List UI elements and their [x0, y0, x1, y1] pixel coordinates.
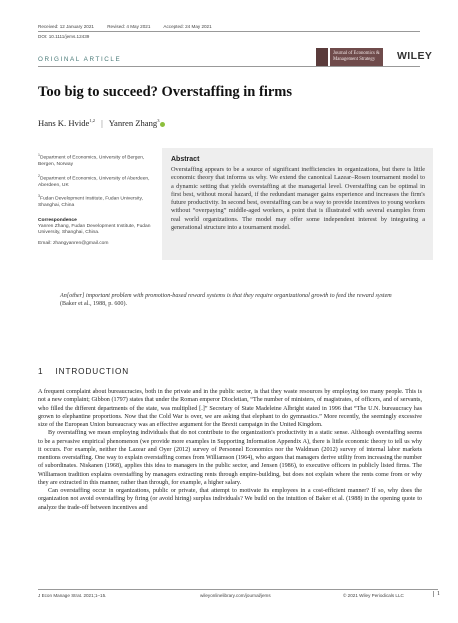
received-date: Received: 12 January 2021 [38, 24, 94, 29]
author-1[interactable]: Hans K. Hvide [38, 118, 90, 128]
section-label: ORIGINAL ARTICLE [38, 56, 122, 63]
paragraph: A frequent complaint about bureaucracies, both in the private and in the public sector, is that they waste resources by employing too many people. This is not a new complaint; Gibbon (1797) states that under the Roman emperor Diocletian, “The number of ministers, of magistrates, of officers, and of servants, who filled the different departments of the state, was multiplied [.]” Secretary of State Madeleine Albright stated in 1996 that “The U.N. bureaucracy has grown to elephantine proportions. Now that the Cold War is over, we are asking that elephant to do gymnastics.” More recently, the seemingly excessive size of the European Union bureaucracy was an effective argument for the Brexit campaign in the United Kingdom. [38, 389, 422, 428]
journal-logo-line1: Journal of Economics & [333, 51, 380, 57]
affiliation-item [38, 152, 160, 168]
epigraph [60, 292, 400, 308]
affiliation-item [38, 193, 160, 209]
journal-logo-mark [316, 48, 328, 66]
publisher-logo[interactable]: WILEY [397, 50, 433, 62]
paragraph: By overstaffing we mean employing individuals that do not contribute to the organization's productivity in a static sense. Although overstaffing seems to be a pervasive empirical phenomenon (we provide more examples in Supporting Information Appendix A), there is little economic theory to tell us why it occurs. For example, neither the Lazear and Oyer (2012) survey of Personnel Economics nor the Waldman (2012) survey of internal labor markets mentions overstaffing. One way to explain overstaffing comes from Williamson (1964), who argues that managers derive utility from increasing the number of subordinates. Niskanen (1968), applies this idea to managers in the public sector, and Jensen (1986), to executive officers in publicly listed firms. The Williamson tradition explains overstaffing by managers extracting rents through empire-building, but does not explain where the rents come from or why they are extracted in this manner, rather than through, for example, a higher salary. [38, 430, 422, 486]
epigraph-citation[interactable]: (Baker et al., 1988, p. 600). [60, 301, 128, 308]
journal-logo-line2: Management Strategy [333, 57, 376, 62]
revised-date: Revised: 4 May 2021 [107, 24, 151, 29]
footer-url[interactable]: wileyonlinelibrary.com/journal/jems [200, 593, 271, 598]
affiliation-item [38, 173, 160, 189]
footer-copyright: © 2021 Wiley Periodicals LLC [343, 593, 404, 598]
author-line [38, 118, 165, 128]
body-text [38, 388, 422, 512]
footer-rule [38, 589, 438, 590]
footer-journal-ref: J Econ Manage Strat. 2021;1–15. [38, 593, 107, 598]
affiliation-sup: 2 [38, 173, 40, 178]
abstract-text: Overstaffing appears to be a source of significant inefficiencies in organizations, but there is little economic theory that informs us why. We extend the canonical Lazear–Rosen tournament model to a dynamic setting that yields overstaffing at the managerial level. Overstaffing can be optimal in first best, without moral hazard, if the redundant manager gains experience and increases the firm's future productivity. In second best, overstaffing can be a way to provide incentives to young workers without “overpaying” middle-aged workers, a point that is illustrated with several examples from real world organizations. The model may offer some independent interest by integrating a generational structure into a tournament model. [171, 166, 425, 232]
author-1-affil: 1,2 [89, 118, 95, 124]
correspondence-text: Yanren Zhang, Fudan Development Institute, Fudan University, Shanghai, China. [38, 223, 151, 236]
author-separator: | [101, 118, 103, 128]
affiliation-text: Fudan Development Institute, Fudan University, Shanghai, China [38, 197, 143, 209]
affiliation-sup: 1 [38, 153, 40, 157]
doi[interactable]: DOI: 10.1111/jems.12439 [38, 34, 90, 39]
correspondence-email[interactable]: Email: zhangyanren@gmail.com [38, 240, 109, 246]
article-title: Too big to succeed? Overstaffing in firms [38, 84, 293, 100]
section-heading [38, 367, 129, 376]
section-number: 1 [38, 367, 44, 376]
header-rule [38, 31, 420, 32]
paragraph: Can overstaffing occur in organizations, public or private, that attempt to motivate its employees in a cost-efficient manner? If so, why does the organization not avoid overstaffing by firing (or avoid hiring) surplus individuals? We build on the intuition of Baker et al. (1988) in the opening quote to analyze the trade-off between incentives and [38, 488, 422, 511]
journal-logo[interactable] [316, 47, 392, 67]
orcid-icon[interactable] [160, 122, 165, 127]
accepted-date: Accepted: 24 May 2021 [163, 24, 212, 29]
affiliation-text: Department of Economics, University of Bergen, Bergen, Norway [38, 155, 145, 167]
author-2[interactable]: Yanren Zhang [108, 118, 158, 128]
author-2-affil: 3 [157, 118, 160, 124]
abstract-heading: Abstract [171, 156, 200, 163]
journal-logo-text [330, 48, 383, 66]
page-number: 1 [433, 591, 440, 597]
article-dates [38, 24, 224, 29]
abstract-box [162, 148, 433, 260]
epigraph-text: An[other] important problem with promotion-based reward systems is that they require organizational growth to feed the reward system [60, 293, 392, 299]
correspondence-heading: Correspondence [38, 217, 77, 223]
affiliations [38, 152, 160, 251]
section-title: INTRODUCTION [55, 367, 130, 376]
affiliation-sup: 3 [38, 194, 40, 199]
affiliation-text: Department of Economics, University of Aberdeen, Aberdeen, UK [38, 176, 150, 188]
